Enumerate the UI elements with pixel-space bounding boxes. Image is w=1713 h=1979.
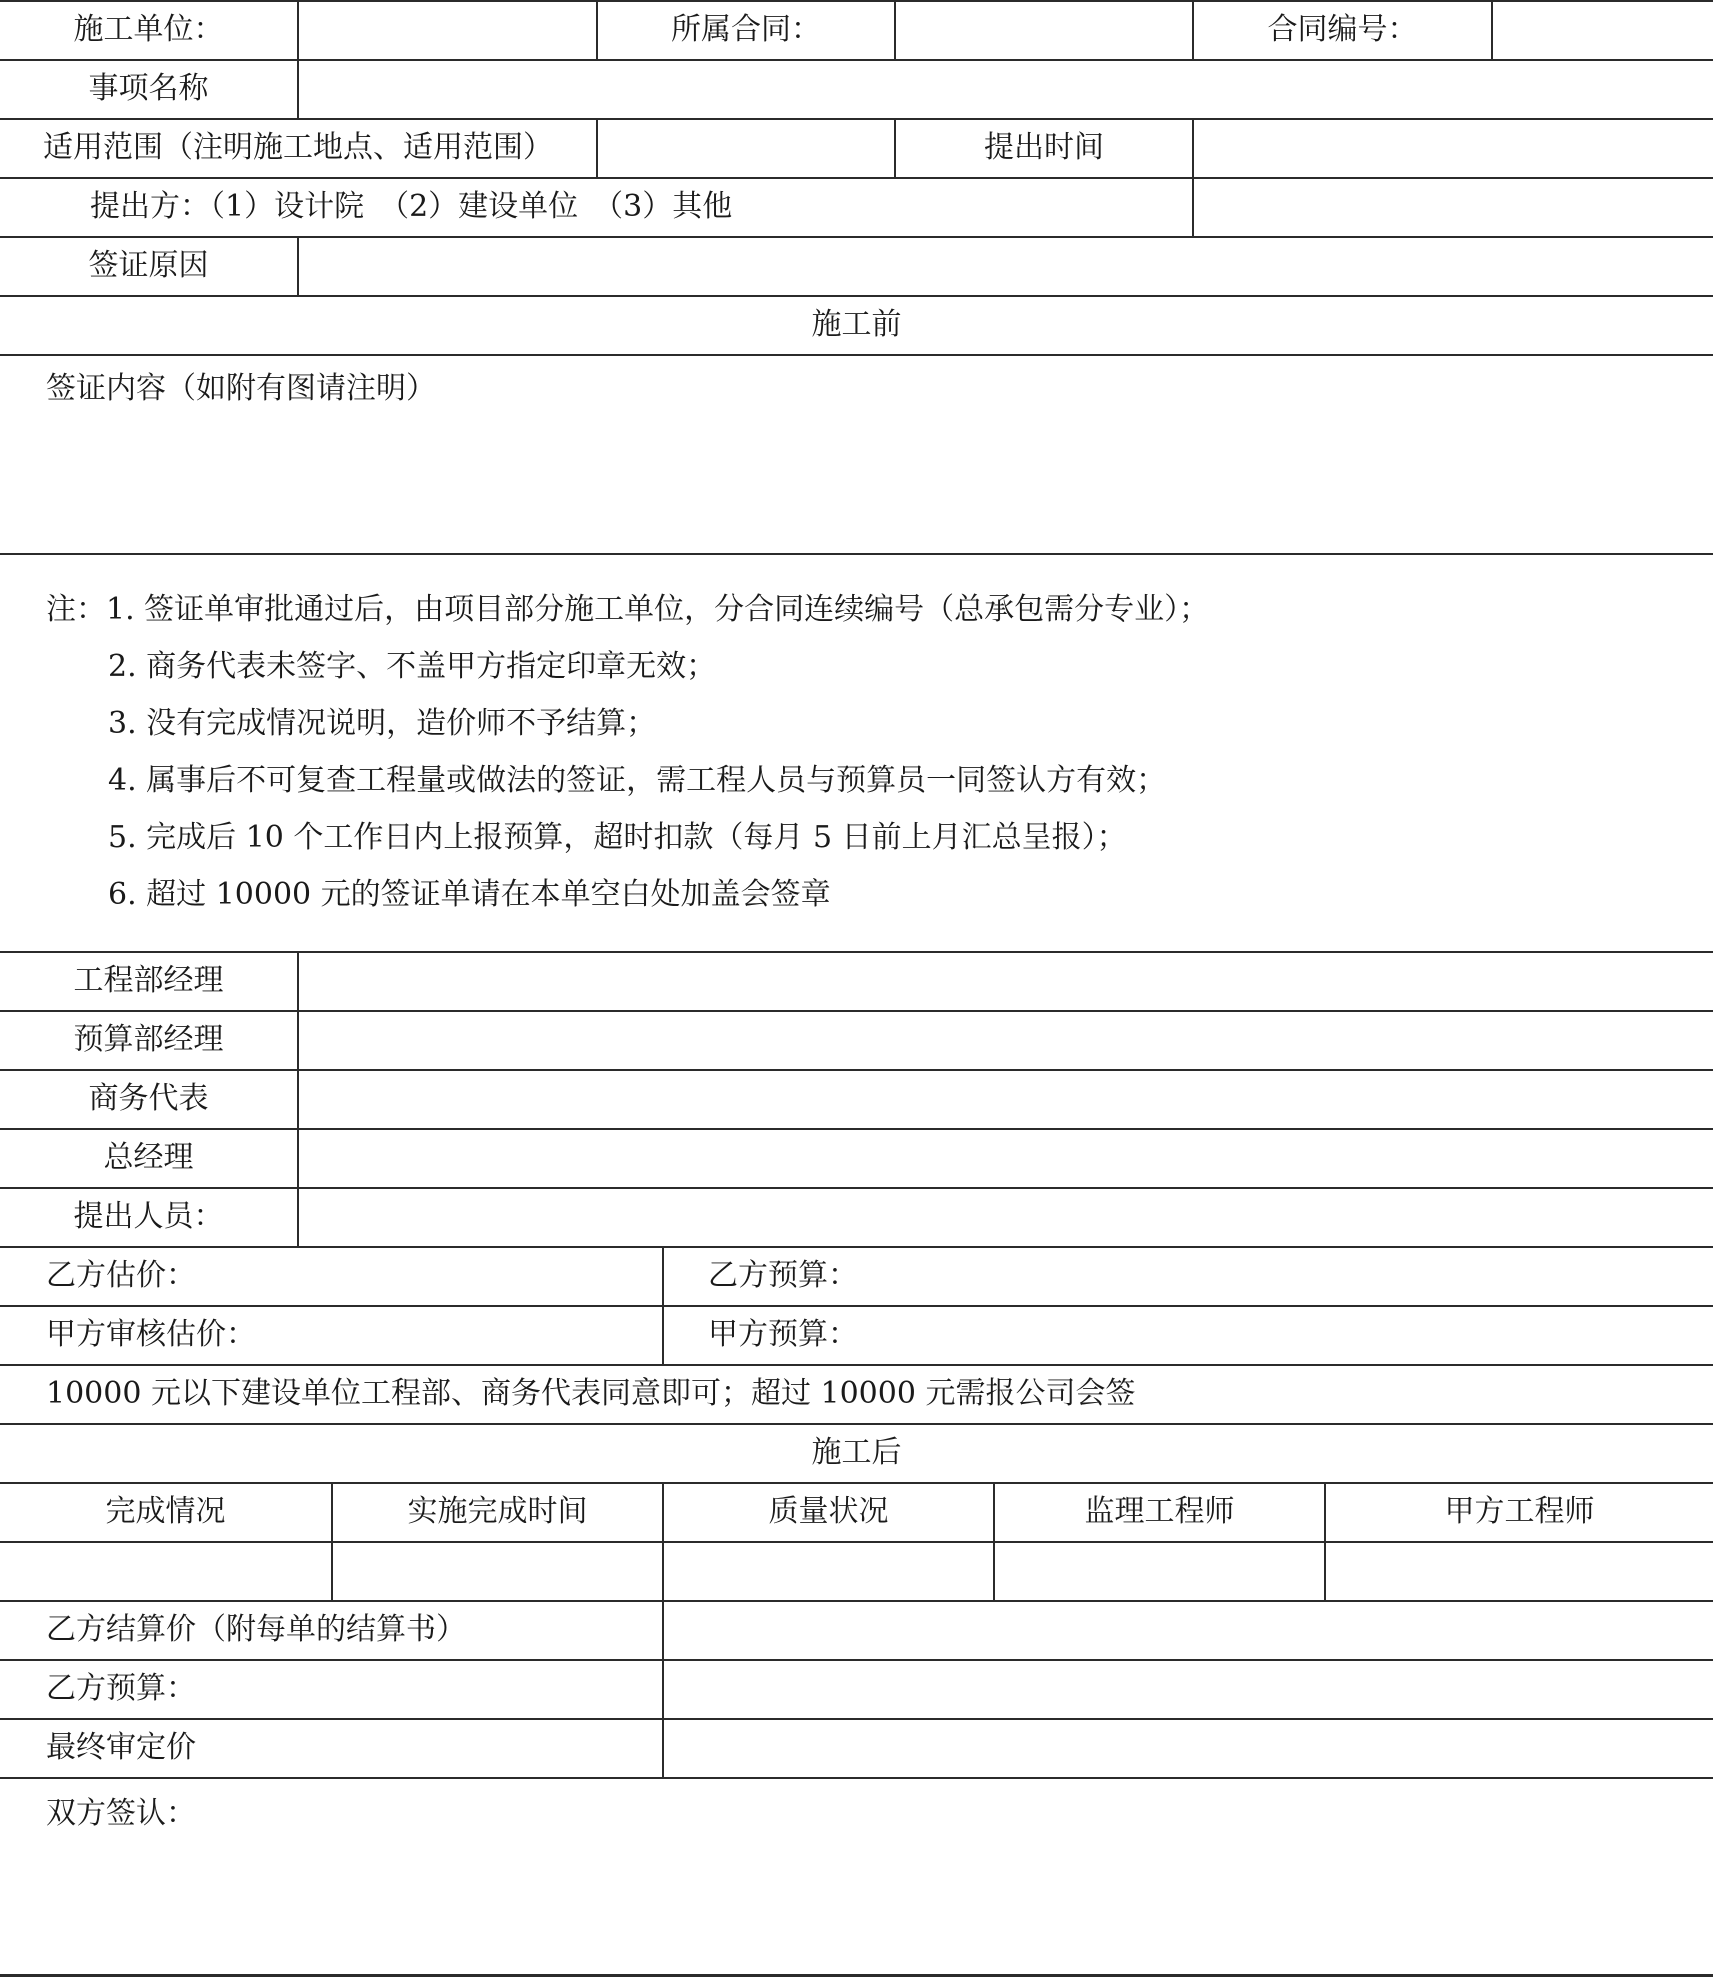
note-line: 4. 属事后不可复查工程量或做法的签证，需工程人员与预算员一同签认方有效；	[108, 763, 1167, 798]
final-price-label: 最终审定价	[46, 1730, 196, 1765]
col-completion-status: 完成情况	[105, 1494, 226, 1529]
note-line: 注：1. 签证单审批通过后，由项目部分施工单位，分合同连续编号（总承包需分专业）；	[46, 592, 1210, 627]
section-before-title: 施工前	[811, 307, 902, 342]
proposed-time-label: 提出时间	[984, 130, 1104, 165]
note-line: 5. 完成后 10 个工作日内上报预算，超时扣款（每月 5 日前上月汇总呈报）；	[108, 820, 1127, 855]
note-line: 3. 没有完成情况说明，造价师不予结算；	[108, 706, 657, 741]
bottom-rule	[0, 1974, 1713, 1977]
approval-general-manager-label: 总经理	[103, 1140, 194, 1175]
scope-label: 适用范围（注明施工地点、适用范围）	[43, 130, 553, 165]
col-owner-engineer: 甲方工程师	[1444, 1494, 1595, 1529]
proposer-label: 提出方：（1）设计院 （2）建设单位 （3）其他	[90, 189, 733, 224]
rule	[1192, 177, 1194, 237]
jia-budget-label: 甲方预算：	[708, 1317, 858, 1352]
both-parties-sign-field[interactable]	[0, 1845, 1713, 1970]
approval-engineering-manager-label: 工程部经理	[73, 963, 224, 998]
rule	[297, 236, 299, 296]
rule	[297, 0, 299, 60]
contract-label: 所属合同：	[671, 12, 821, 47]
yi-budget-label: 乙方预算：	[708, 1258, 858, 1293]
yi-estimate-label: 乙方估价：	[46, 1258, 196, 1293]
col-completion-time: 实施完成时间	[407, 1494, 588, 1529]
note-line: 6. 超过 10000 元的签证单请在本单空白处加盖会签章	[108, 877, 831, 912]
rule	[0, 354, 1713, 356]
rule	[0, 1777, 1713, 1779]
col-supervising-engineer: 监理工程师	[1084, 1494, 1235, 1529]
approval-proposer-label: 提出人员：	[73, 1199, 224, 1234]
after-yi-budget-label: 乙方预算：	[46, 1671, 196, 1706]
threshold-note: 10000 元以下建设单位工程部、商务代表同意即可；超过 10000 元需报公司会签	[46, 1376, 1136, 1411]
settlement-price-label: 乙方结算价（附每单的结算书）	[46, 1612, 466, 1647]
rule	[1192, 118, 1194, 178]
both-parties-sign-label: 双方签认：	[46, 1796, 196, 1831]
note-line: 2. 商务代表未签字、不盖甲方指定印章无效；	[108, 649, 717, 684]
rule	[0, 1541, 1713, 1543]
rule	[662, 1246, 664, 1365]
rule	[0, 553, 1713, 555]
rule	[1491, 0, 1493, 60]
section-after-title: 施工后	[811, 1435, 902, 1470]
rule	[662, 1600, 664, 1778]
rule	[894, 0, 896, 60]
jia-review-estimate-label: 甲方审核估价：	[46, 1317, 256, 1352]
rule	[297, 59, 299, 119]
visa-content-field[interactable]	[0, 420, 1713, 550]
rule	[297, 951, 299, 1247]
approval-business-rep-label: 商务代表	[88, 1081, 209, 1116]
rule	[596, 118, 598, 178]
visa-content-label: 签证内容（如附有图请注明）	[46, 371, 436, 406]
approval-budget-manager-label: 预算部经理	[73, 1022, 224, 1057]
col-quality-status: 质量状况	[768, 1494, 889, 1529]
reason-label: 签证原因	[88, 248, 209, 283]
contract-no-label: 合同编号：	[1267, 12, 1418, 47]
item-name-label: 事项名称	[88, 71, 209, 106]
construction-unit-label: 施工单位：	[73, 12, 224, 47]
